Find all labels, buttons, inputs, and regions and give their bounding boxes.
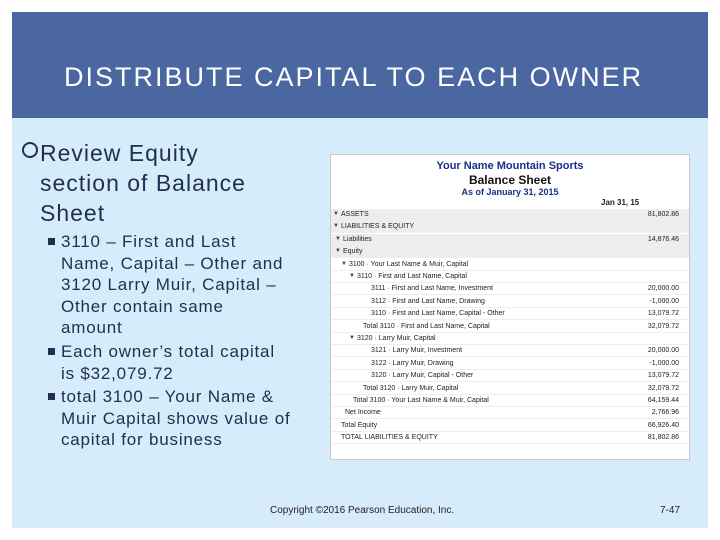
square-bullet-icon xyxy=(48,238,55,245)
report-row-value: 81,802.86 xyxy=(647,434,679,442)
report-row-label: Total Equity xyxy=(341,421,378,429)
sub-bullet-line: total 3100 – Your Name & xyxy=(61,387,274,407)
expand-triangle-icon[interactable]: ▼ xyxy=(341,260,347,267)
report-row-label: 3120 · Larry Muir, Capital xyxy=(357,335,436,342)
report-row-label: Equity xyxy=(343,248,363,256)
report-row-label: ASSETS xyxy=(341,211,369,218)
report-row-value: -1,000.00 xyxy=(649,297,679,305)
report-row[interactable] xyxy=(331,234,689,246)
sub-bullet-list xyxy=(48,231,328,453)
report-row[interactable] xyxy=(331,209,689,221)
report-row[interactable] xyxy=(331,321,689,333)
main-bullet xyxy=(22,138,312,228)
copyright-text: Copyright ©2016 Pearson Education, Inc. xyxy=(270,505,455,516)
report-row-value: 32,079.72 xyxy=(647,384,679,392)
report-row[interactable] xyxy=(331,221,689,233)
report-row-value: 13,079.72 xyxy=(647,310,679,318)
report-row[interactable] xyxy=(331,246,689,258)
expand-triangle-icon[interactable]: ▼ xyxy=(333,223,339,230)
sub-bullet xyxy=(48,231,328,339)
report-row[interactable] xyxy=(331,383,689,395)
title-bar xyxy=(12,12,708,118)
report-row-value: 20,000.00 xyxy=(647,285,679,293)
sub-bullet xyxy=(48,386,328,451)
report-row[interactable] xyxy=(331,420,689,432)
report-row[interactable] xyxy=(331,358,689,370)
square-bullet-icon xyxy=(48,348,55,355)
report-company: Your Name Mountain Sports xyxy=(436,160,584,172)
sub-bullet-line: 3110 – First and Last xyxy=(61,232,237,251)
report-row-label: LIABILITIES & EQUITY xyxy=(341,223,415,231)
main-bullet-line: section of Balance xyxy=(40,170,246,196)
expand-triangle-icon[interactable]: ▼ xyxy=(333,211,339,217)
report-row-value: 2,766.96 xyxy=(651,409,679,417)
report-row-label: 3112 · First and Last Name, Drawing xyxy=(371,297,485,305)
report-row-label: Total 3120 · Larry Muir, Capital xyxy=(363,384,459,392)
sub-bullet xyxy=(48,341,328,384)
report-row-value: 64,159.44 xyxy=(647,397,679,404)
sub-bullet-line: amount xyxy=(61,318,123,338)
report-row-label: 3110 · First and Last Name, Capital xyxy=(357,273,467,280)
ring-bullet-icon xyxy=(22,142,38,158)
report-row[interactable] xyxy=(331,432,689,444)
report-row[interactable] xyxy=(331,345,689,357)
report-date: As of January 31, 2015 xyxy=(461,187,559,197)
sub-bullet-line: 3120 Larry Muir, Capital – xyxy=(61,275,277,295)
report-row-label: 3100 · Your Last Name & Muir, Capital xyxy=(349,260,469,268)
report-row-value: 13,079.72 xyxy=(647,372,679,380)
report-row-value: 32,079.72 xyxy=(647,322,679,330)
report-row-label: Total 3110 · First and Last Name, Capital xyxy=(363,322,490,330)
report-row[interactable] xyxy=(331,370,689,382)
report-row[interactable] xyxy=(331,283,689,295)
report-row[interactable] xyxy=(331,333,689,345)
expand-triangle-icon[interactable]: ▼ xyxy=(335,235,341,242)
report-row[interactable] xyxy=(331,259,689,271)
main-bullet-text xyxy=(40,138,312,228)
report-row-label: 3122 · Larry Muir, Drawing xyxy=(371,359,454,367)
square-bullet-icon xyxy=(48,393,55,400)
report-row-label: TOTAL LIABILITIES & EQUITY xyxy=(341,434,438,442)
sub-bullet-line: is $32,079.72 xyxy=(61,363,174,383)
main-bullet-line: Sheet xyxy=(40,200,106,226)
report-row[interactable] xyxy=(331,271,689,283)
report-row-value: 66,926.40 xyxy=(647,421,679,429)
report-row-label: Liabilities xyxy=(343,235,372,243)
slide-title: DISTRIBUTE CAPITAL TO EACH OWNER xyxy=(64,62,644,92)
report-row-label: Total 3100 · Your Last Name & Muir, Capital xyxy=(353,397,489,404)
expand-triangle-icon[interactable]: ▼ xyxy=(349,335,355,341)
expand-triangle-icon[interactable]: ▼ xyxy=(349,273,355,279)
report-row[interactable] xyxy=(331,407,689,419)
report-row[interactable] xyxy=(331,296,689,308)
report-row-value: 14,876.46 xyxy=(647,235,679,243)
sub-bullet-line: Name, Capital – Other and xyxy=(61,253,284,273)
report-row-label: 3110 · First and Last Name, Capital - Other xyxy=(371,310,505,318)
sub-bullet-line: Each owner’s total capital xyxy=(61,341,275,361)
balance-sheet-screenshot xyxy=(330,154,690,460)
report-row-label: Net Income xyxy=(345,409,381,417)
expand-triangle-icon[interactable]: ▼ xyxy=(335,248,341,255)
report-column-header: Jan 31, 15 xyxy=(601,198,640,207)
report-row-value: 20,000.00 xyxy=(647,347,679,355)
sub-bullet-line: Other contain same xyxy=(61,296,224,316)
report-row-label: 3111 · First and Last Name, Investment xyxy=(371,285,493,293)
report-row-label: 3121 · Larry Muir, Investment xyxy=(371,347,463,355)
sub-bullet-line: Muir Capital shows value of xyxy=(61,408,291,428)
page-number: 7-47 xyxy=(660,505,681,516)
report-title: Balance Sheet xyxy=(468,173,552,187)
report-row-label: 3120 · Larry Muir, Capital - Other xyxy=(371,372,474,380)
report-row[interactable] xyxy=(331,395,689,407)
main-bullet-line: Review Equity xyxy=(40,140,199,166)
report-row-value: 81,802.86 xyxy=(647,211,679,218)
report-row-value: -1,000.00 xyxy=(649,359,679,367)
report-row[interactable] xyxy=(331,308,689,320)
sub-bullet-line: capital for business xyxy=(61,430,223,450)
